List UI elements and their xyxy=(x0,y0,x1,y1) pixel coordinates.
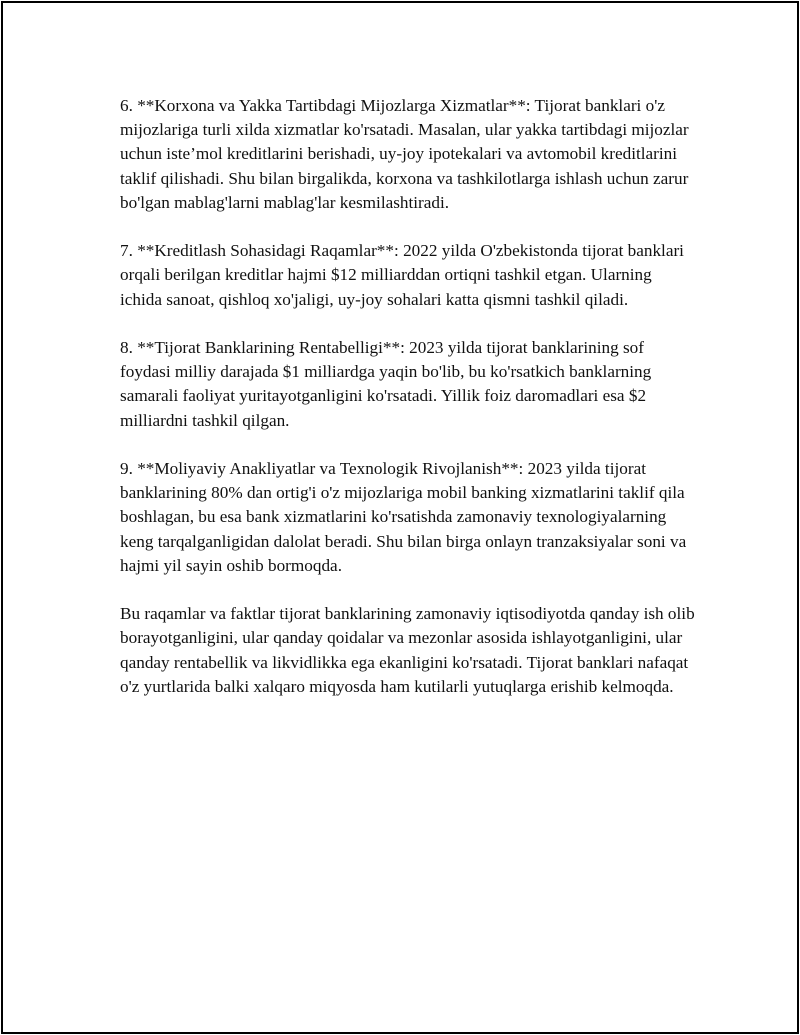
paragraph-7-lending-figures: 7. **Kreditlash Sohasidagi Raqamlar**: 2022 yilda O'zbekistonda tijorat banklari orqali berilgan kreditlar hajmi $12 milliarddan ortiqni tashkil etgan. Ularning ichida sanoat, qishloq xo'jaligi, uy-joy sohalari katta qismni tashkil qiladi. xyxy=(120,241,684,309)
paragraph-conclusion: Bu raqamlar va faktlar tijorat banklarining zamonaviy iqtisodiyotda qanday ish olib borayotganligini, ular qanday qoidalar va mezonlar asosida ishlayotganligini, ular qanday rentabellik va likvidlikka ega ekanligini ko'rsatadi. Tijorat banklari nafaqat o'z yurtlarida balki xalqaro miqyosda ham kutilarli yutuqlarga erishib kelmoqda. xyxy=(120,604,695,696)
document-page xyxy=(1,1,799,1034)
paragraph-8-bank-profitability: 8. **Tijorat Banklarining Rentabelligi**: 2023 yilda tijorat banklarining sof foydasi milliy darajada $1 milliardga yaqin bo'lib, bu ko'rsatkich banklarning samarali faoliyat yuritayotganligini ko'rsatadi. Yillik foiz daromadlari esa $2 milliardni tashkil qilgan. xyxy=(120,338,652,430)
paragraph-6-corporate-individual-services: 6. **Korxona va Yakka Tartibdagi Mijozlarga Xizmatlar**: Tijorat banklari o'z mijozlariga turli xilda xizmatlar ko'rsatadi. Masalan, ular yakka tartibdagi mijozlar uchun iste’mol kreditlarini berishadi, uy-joy ipotekalari va avtomobil kreditlarini taklif qilishadi. Shu bilan birgalikda, korxona va tashkilotlarga ishlash uchun zarur bo'lgan mablag'larni mablag'lar kesmilashtiradi. xyxy=(120,96,689,212)
paragraph-9-fintech-development: 9. **Moliyaviy Anakliyatlar va Texnologik Rivojlanish**: 2023 yilda tijorat banklarining 80% dan ortig'i o'z mijozlariga mobil banking xizmatlarini taklif qila boshlagan, bu esa bank xizmatlarini ko'rsatishda zamonaviy texnologiyalarning keng tarqalganligidan dalolat beradi. Shu bilan birga onlayn tranzaksiyalar soni va hajmi yil sayin oshib bormoqda. xyxy=(120,459,687,575)
document-body xyxy=(120,94,695,723)
